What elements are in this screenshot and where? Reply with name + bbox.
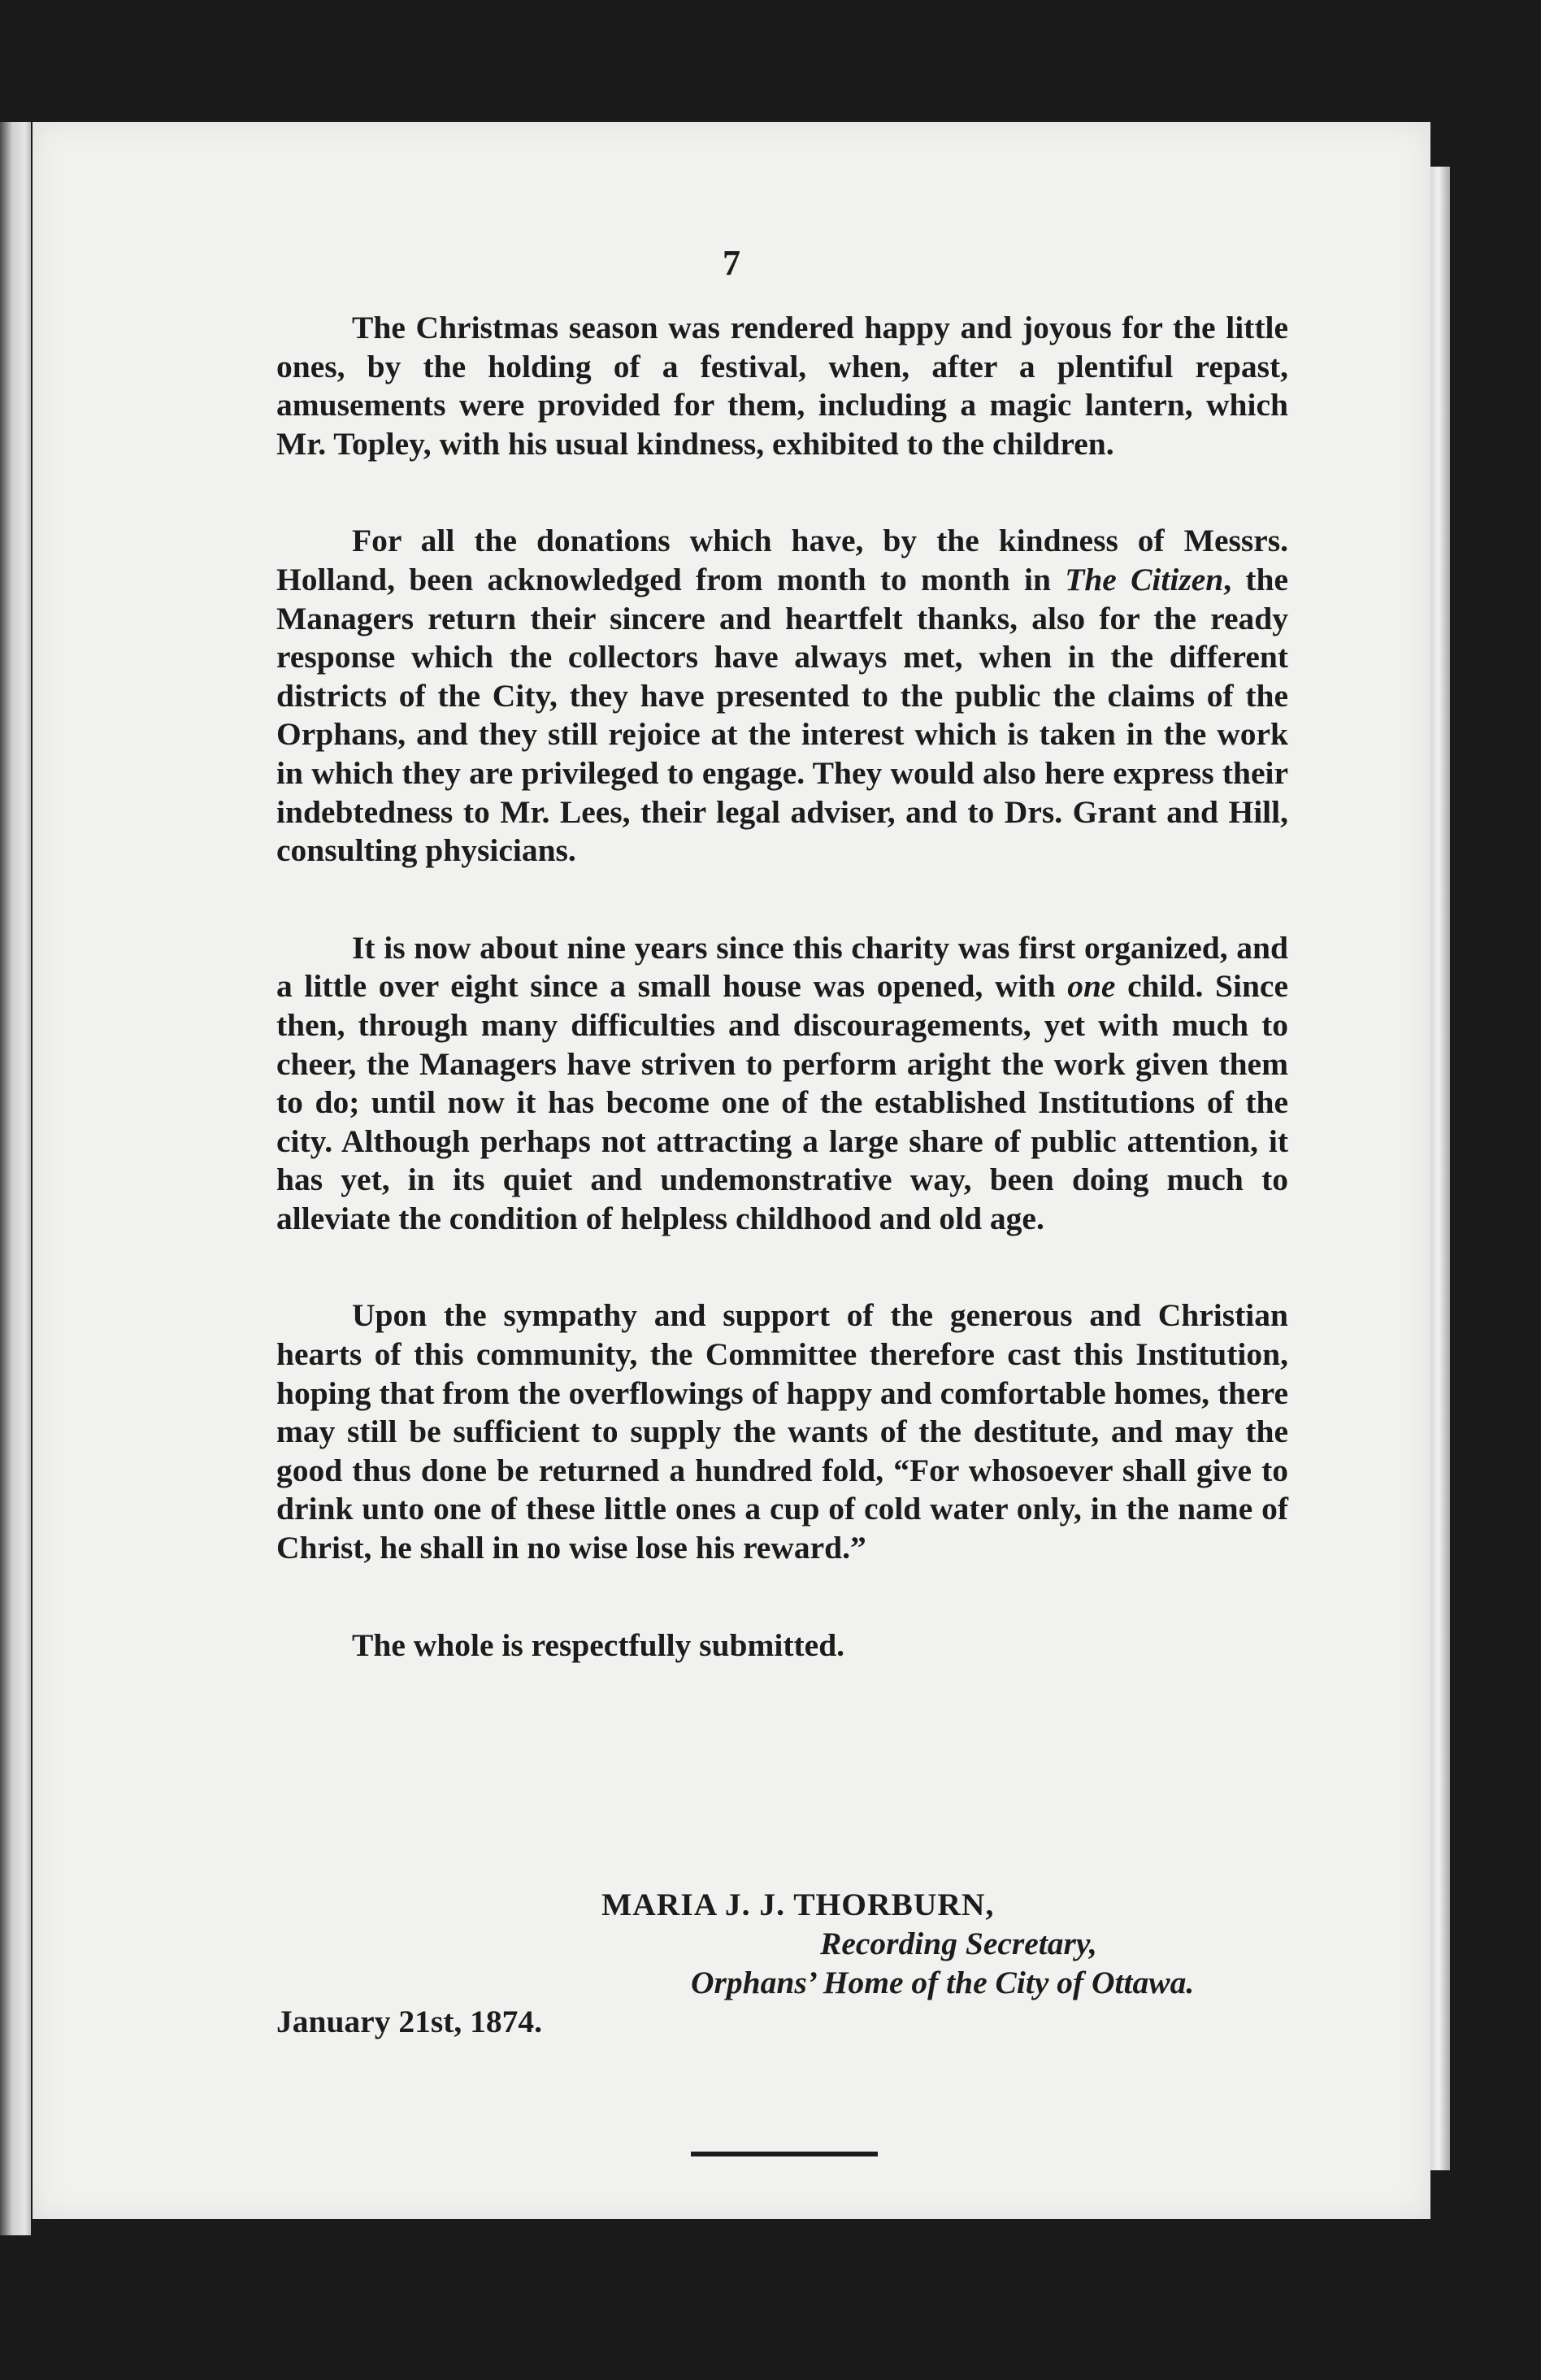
left-page-edge — [0, 122, 31, 2235]
paragraph-text: The whole is respectfully submitted. — [352, 1626, 845, 1663]
paragraph-christmas — [276, 309, 1288, 463]
paragraph-text: For all the donations which have, by the kindness of Messrs. Holland, been acknowledged from month to month in — [276, 523, 1288, 597]
paragraph-text: Upon the sympathy and support of the generous and Christian hearts of this community, the Committee therefore cast this Institution, hoping that from the overflowings of happy and comfortable homes, there may still be sufficient to supply the wants of the destitute, and may the good thus done be returned a hundred fold, “For whosoever shall give to drink unto one of these little ones a cup of cold water only, in the name of Christ, he shall in no wise lose his reward.” — [276, 1297, 1288, 1566]
document-page — [33, 122, 1430, 2219]
report-date: January 21st, 1874. — [276, 2004, 542, 2039]
paragraph-submitted — [276, 1626, 1288, 1666]
signatory-name: MARIA J. J. THORBURN, — [601, 1887, 995, 1922]
paragraph-donations — [276, 522, 1288, 870]
right-page-edge — [1427, 167, 1450, 2170]
body-text — [276, 309, 1288, 1694]
signatory-organization: Orphans’ Home of the City of Ottawa. — [691, 1965, 1195, 2000]
paragraph-history — [276, 929, 1288, 1239]
signature-block — [33, 1886, 1430, 2097]
paragraph-text: The Christmas season was rendered happy and joyous for the little ones, by the holding of a festival, when, after a plentiful repast, amusements were provided for them, including a magic lantern, which Mr. Topley, with his usual kindness, exhibited to the children. — [276, 310, 1288, 462]
signatory-role: Recording Secretary, — [820, 1926, 1097, 1961]
newspaper-title: The Citizen — [1065, 561, 1224, 597]
paragraph-text: child. Since then, through many difficulties and discouragements, yet with much to cheer, the Managers have striven to perform aright the work given them to do; until now it has become one of the established Institutions of the city. Although perhaps not attracting a large share of public attention, it has yet, in its quiet and undemonstrative way, been doing much to alleviate the condition of helpless childhood and old age. — [276, 968, 1288, 1236]
paragraph-text: , the Managers return their sincere and heartfelt thanks, also for the ready response which the collectors have always met, when in the different districts of the City, they have presented to the public the claims of the Orphans, and they still rejoice at the interest which is taken in the work in which they are privileged to engage. They would also here express their indebtedness to Mr. Lees, their legal adviser, and to Drs. Grant and Hill, consulting physicians. — [276, 561, 1288, 869]
paragraph-text: It is now about nine years since this charity was first organized, and a little over eight since a small house was opened, with — [276, 929, 1288, 1005]
closing-rule — [691, 2152, 878, 2156]
page-number: 7 — [723, 243, 740, 283]
emphasis-word: one — [1067, 968, 1116, 1005]
paragraph-appeal — [276, 1296, 1288, 1567]
